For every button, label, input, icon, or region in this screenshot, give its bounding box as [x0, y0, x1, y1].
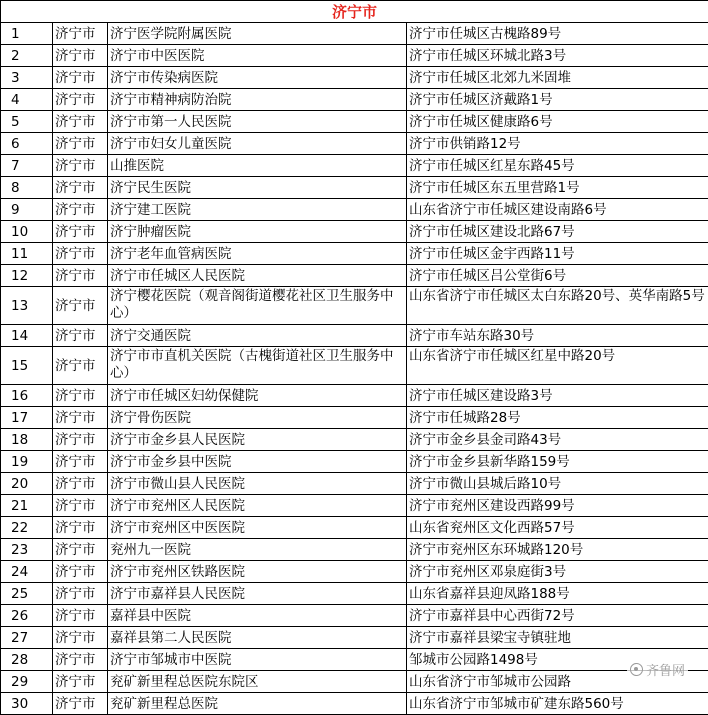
row-number: 13 — [1, 287, 53, 325]
row-address: 山东省嘉祥县迎凤路188号 — [407, 583, 708, 605]
row-number: 15 — [1, 347, 53, 385]
row-number: 9 — [1, 199, 53, 221]
row-city: 济宁市 — [53, 649, 108, 671]
row-city: 济宁市 — [53, 67, 108, 89]
row-hospital-name: 嘉祥县中医院 — [108, 605, 407, 627]
row-hospital-name: 济宁市邹城市中医院 — [108, 649, 407, 671]
row-city: 济宁市 — [53, 627, 108, 649]
row-hospital-name: 济宁樱花医院（观音阁街道樱花社区卫生服务中心） — [108, 287, 407, 325]
table-row — [1, 429, 708, 451]
table-row — [1, 133, 708, 155]
row-number: 4 — [1, 89, 53, 111]
table-row — [1, 385, 708, 407]
row-number: 14 — [1, 325, 53, 347]
row-hospital-name: 山推医院 — [108, 155, 407, 177]
row-number: 2 — [1, 45, 53, 67]
row-hospital-name: 济宁市精神病防治院 — [108, 89, 407, 111]
row-address: 济宁市车站东路30号 — [407, 325, 708, 347]
row-number: 12 — [1, 265, 53, 287]
row-number: 10 — [1, 221, 53, 243]
row-hospital-name: 济宁市金乡县人民医院 — [108, 429, 407, 451]
row-city: 济宁市 — [53, 177, 108, 199]
row-number: 19 — [1, 451, 53, 473]
row-city: 济宁市 — [53, 287, 108, 325]
row-city: 济宁市 — [53, 517, 108, 539]
row-hospital-name: 济宁市金乡县中医院 — [108, 451, 407, 473]
row-number: 23 — [1, 539, 53, 561]
table-row — [1, 649, 708, 671]
row-hospital-name: 济宁市兖州区铁路医院 — [108, 561, 407, 583]
table-title: 济宁市 — [1, 1, 708, 23]
row-hospital-name: 嘉祥县第二人民医院 — [108, 627, 407, 649]
table-row — [1, 45, 708, 67]
table-row — [1, 495, 708, 517]
row-address: 济宁市兖州区东环城路120号 — [407, 539, 708, 561]
row-hospital-name: 济宁医学院附属医院 — [108, 23, 407, 45]
row-address: 济宁市任城区济戴路1号 — [407, 89, 708, 111]
row-city: 济宁市 — [53, 89, 108, 111]
row-number: 7 — [1, 155, 53, 177]
row-number: 29 — [1, 671, 53, 693]
row-hospital-name: 济宁市妇女儿童医院 — [108, 133, 407, 155]
table-row — [1, 89, 708, 111]
row-hospital-name: 济宁市嘉祥县人民医院 — [108, 583, 407, 605]
row-city: 济宁市 — [53, 243, 108, 265]
row-number: 27 — [1, 627, 53, 649]
table-row — [1, 67, 708, 89]
table-row — [1, 199, 708, 221]
table-row — [1, 473, 708, 495]
row-address: 济宁市任城区健康路6号 — [407, 111, 708, 133]
row-number: 25 — [1, 583, 53, 605]
table-row — [1, 671, 708, 693]
row-number: 30 — [1, 693, 53, 715]
row-address: 济宁市任城区红星东路45号 — [407, 155, 708, 177]
row-number: 8 — [1, 177, 53, 199]
row-address: 济宁市任城区金宇西路11号 — [407, 243, 708, 265]
row-number: 11 — [1, 243, 53, 265]
row-hospital-name: 济宁市中医医院 — [108, 45, 407, 67]
row-hospital-name: 兖矿新里程总医院东院区 — [108, 671, 407, 693]
camera-icon — [630, 663, 643, 676]
row-hospital-name: 济宁市微山县人民医院 — [108, 473, 407, 495]
row-address: 邹城市公园路1498号 — [407, 649, 708, 671]
row-address: 济宁市金乡县新华路159号 — [407, 451, 708, 473]
row-hospital-name: 济宁建工医院 — [108, 199, 407, 221]
row-number: 20 — [1, 473, 53, 495]
row-hospital-name: 济宁老年血管病医院 — [108, 243, 407, 265]
row-city: 济宁市 — [53, 45, 108, 67]
row-number: 17 — [1, 407, 53, 429]
row-number: 28 — [1, 649, 53, 671]
row-city: 济宁市 — [53, 671, 108, 693]
row-address: 济宁市金乡县金司路43号 — [407, 429, 708, 451]
table-row — [1, 627, 708, 649]
table-row — [1, 517, 708, 539]
row-hospital-name: 济宁骨伤医院 — [108, 407, 407, 429]
row-hospital-name: 济宁市任城区人民医院 — [108, 265, 407, 287]
table-row — [1, 347, 708, 385]
row-address: 山东省济宁市邹城市公园路 — [407, 671, 708, 693]
row-hospital-name: 济宁交通医院 — [108, 325, 407, 347]
row-city: 济宁市 — [53, 155, 108, 177]
row-address: 济宁市任城路28号 — [407, 407, 708, 429]
row-address: 济宁市任城区古槐路89号 — [407, 23, 708, 45]
table-row — [1, 287, 708, 325]
row-number: 5 — [1, 111, 53, 133]
row-number: 6 — [1, 133, 53, 155]
row-address: 济宁市任城区东五里营路1号 — [407, 177, 708, 199]
row-address: 济宁市嘉祥县中心西街72号 — [407, 605, 708, 627]
row-address: 济宁市任城区吕公堂街6号 — [407, 265, 708, 287]
watermark — [627, 660, 688, 679]
row-city: 济宁市 — [53, 221, 108, 243]
row-address: 济宁市任城区建设北路67号 — [407, 221, 708, 243]
watermark-text: 齐鲁网 — [646, 660, 685, 679]
table-row — [1, 407, 708, 429]
row-address: 济宁市供销路12号 — [407, 133, 708, 155]
table-row — [1, 23, 708, 45]
row-city: 济宁市 — [53, 325, 108, 347]
table-row — [1, 325, 708, 347]
row-address: 山东省济宁市任城区建设南路6号 — [407, 199, 708, 221]
row-city: 济宁市 — [53, 23, 108, 45]
row-city: 济宁市 — [53, 429, 108, 451]
row-hospital-name: 济宁市兖州区中医医院 — [108, 517, 407, 539]
row-city: 济宁市 — [53, 495, 108, 517]
row-hospital-name: 兖州九一医院 — [108, 539, 407, 561]
row-address: 济宁市兖州区建设西路99号 — [407, 495, 708, 517]
row-city: 济宁市 — [53, 347, 108, 385]
row-address: 济宁市任城区北郊九米固堆 — [407, 67, 708, 89]
table-row — [1, 177, 708, 199]
row-city: 济宁市 — [53, 605, 108, 627]
row-city: 济宁市 — [53, 407, 108, 429]
row-address: 济宁市微山县城后路10号 — [407, 473, 708, 495]
row-address: 山东省济宁市邹城市矿建东路560号 — [407, 693, 708, 715]
table-row — [1, 155, 708, 177]
row-address: 济宁市嘉祥县梁宝寺镇驻地 — [407, 627, 708, 649]
row-city: 济宁市 — [53, 199, 108, 221]
row-hospital-name: 济宁市任城区妇幼保健院 — [108, 385, 407, 407]
row-hospital-name: 济宁市兖州区人民医院 — [108, 495, 407, 517]
row-address: 山东省兖州区文化西路57号 — [407, 517, 708, 539]
row-city: 济宁市 — [53, 385, 108, 407]
row-city: 济宁市 — [53, 561, 108, 583]
row-hospital-name: 济宁市第一人民医院 — [108, 111, 407, 133]
row-address: 济宁市任城区建设路3号 — [407, 385, 708, 407]
row-number: 24 — [1, 561, 53, 583]
table-row — [1, 451, 708, 473]
row-number: 1 — [1, 23, 53, 45]
row-number: 18 — [1, 429, 53, 451]
row-city: 济宁市 — [53, 451, 108, 473]
row-number: 26 — [1, 605, 53, 627]
row-city: 济宁市 — [53, 583, 108, 605]
table-row — [1, 561, 708, 583]
row-city: 济宁市 — [53, 473, 108, 495]
row-number: 3 — [1, 67, 53, 89]
row-hospital-name: 济宁市市直机关医院（古槐街道社区卫生服务中心） — [108, 347, 407, 385]
row-city: 济宁市 — [53, 539, 108, 561]
row-city: 济宁市 — [53, 265, 108, 287]
table-row — [1, 221, 708, 243]
table-row — [1, 539, 708, 561]
table-row — [1, 265, 708, 287]
row-hospital-name: 济宁市传染病医院 — [108, 67, 407, 89]
row-number: 22 — [1, 517, 53, 539]
row-hospital-name: 济宁民生医院 — [108, 177, 407, 199]
row-address: 济宁市任城区环城北路3号 — [407, 45, 708, 67]
row-address: 济宁市兖州区邓泉庭街3号 — [407, 561, 708, 583]
row-city: 济宁市 — [53, 111, 108, 133]
table-row — [1, 243, 708, 265]
table-title-row — [1, 1, 708, 23]
row-city: 济宁市 — [53, 693, 108, 715]
row-number: 16 — [1, 385, 53, 407]
table-row — [1, 693, 708, 715]
row-hospital-name: 济宁肿瘤医院 — [108, 221, 407, 243]
table-row — [1, 111, 708, 133]
table-row — [1, 583, 708, 605]
row-address: 山东省济宁市任城区红星中路20号 — [407, 347, 708, 385]
row-number: 21 — [1, 495, 53, 517]
table-row — [1, 605, 708, 627]
row-city: 济宁市 — [53, 133, 108, 155]
row-hospital-name: 兖矿新里程总医院 — [108, 693, 407, 715]
row-address: 山东省济宁市任城区太白东路20号、英华南路5号 — [407, 287, 708, 325]
